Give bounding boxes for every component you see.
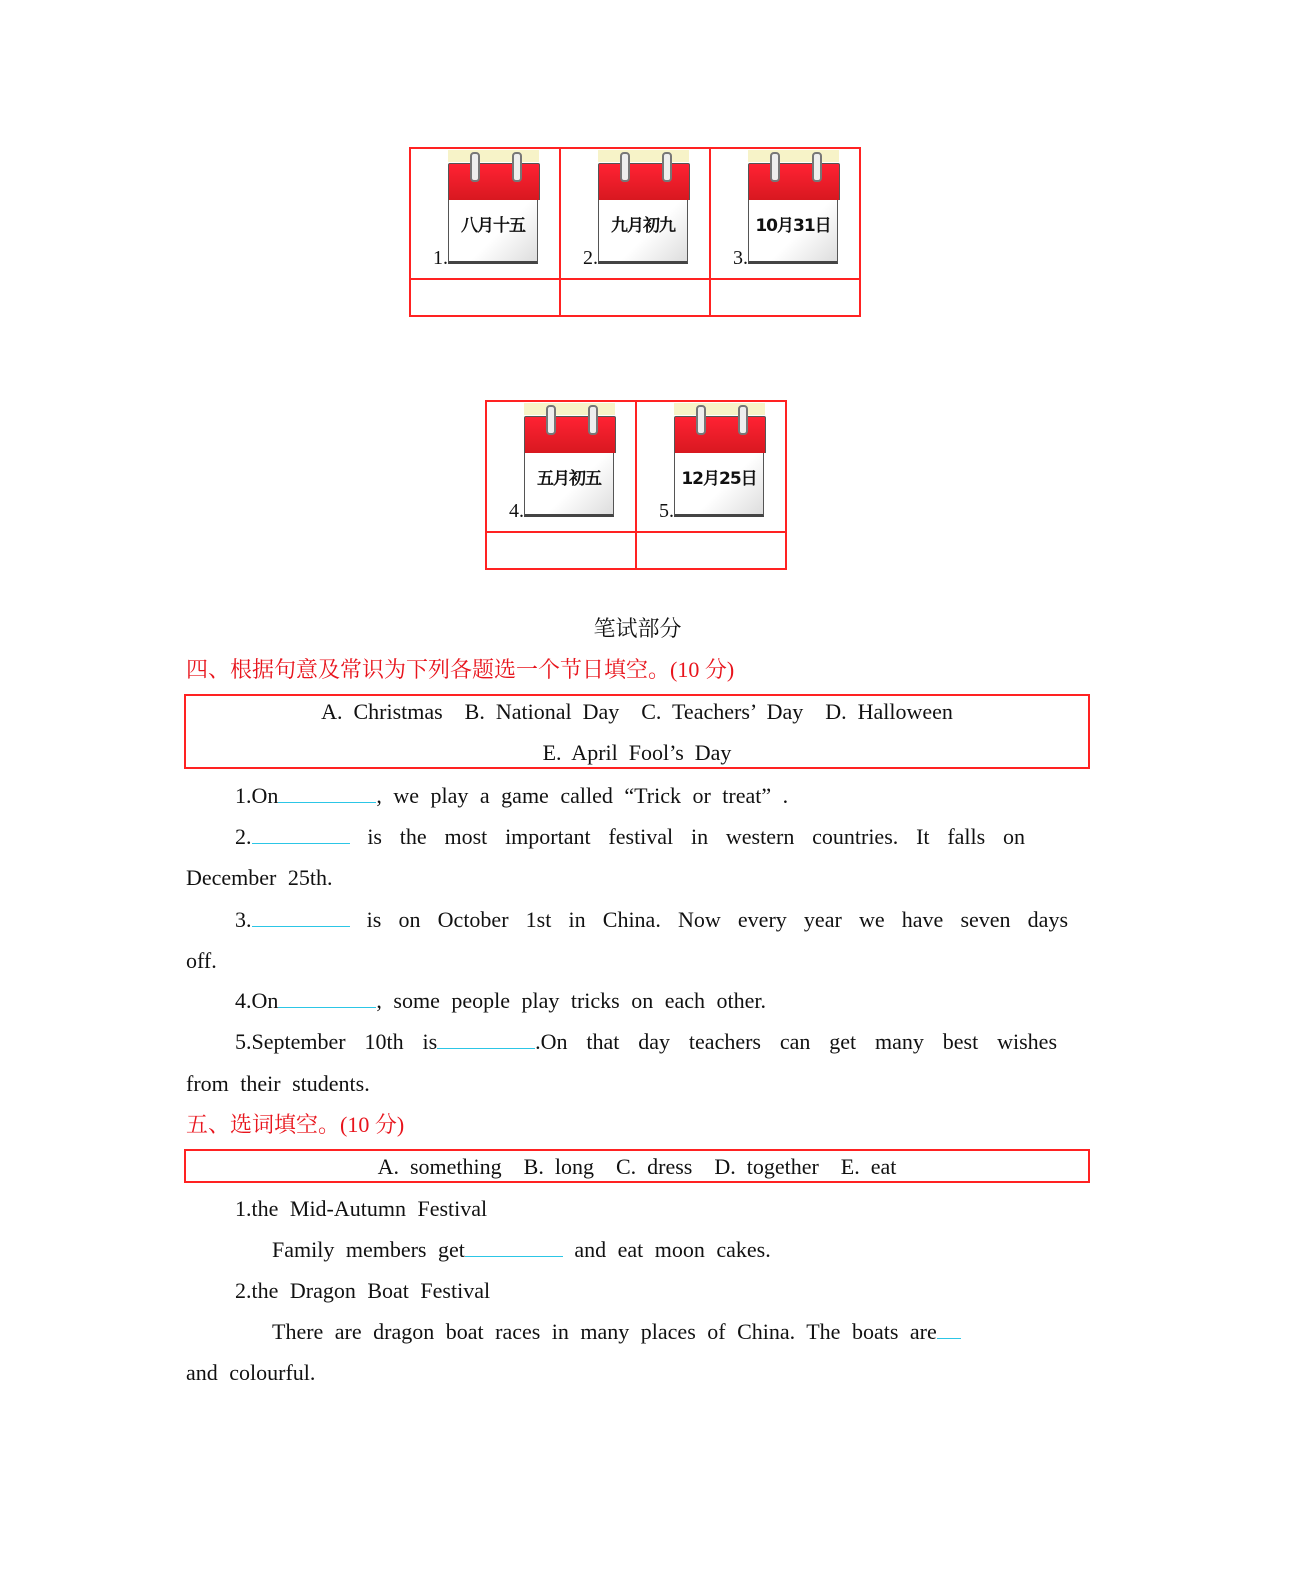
- text: , some people play tricks on each other.: [376, 988, 767, 1013]
- text: is on October 1st in China. Now every year we have seven days: [366, 907, 1069, 932]
- calendar-table-2: [485, 400, 787, 570]
- calendar-cell: [710, 148, 860, 279]
- answer-cell[interactable]: [560, 279, 710, 316]
- calendar-icon: [448, 150, 539, 265]
- item-number: 4.: [509, 500, 524, 522]
- calendar-date: 五月初五: [524, 453, 614, 517]
- answer-blank[interactable]: [465, 1236, 563, 1257]
- calendar-date: 八月十五: [448, 200, 538, 264]
- answer-cell[interactable]: [636, 532, 786, 569]
- part5-q2: [272, 1317, 961, 1347]
- text: 2.: [235, 824, 252, 849]
- part4-heading: 四、根据句意及常识为下列各题选一个节日填空。(10 分): [186, 657, 735, 682]
- calendar-cell: [486, 401, 636, 532]
- question-4-5-cont: from their students.: [186, 1071, 370, 1096]
- part4-options-line2: E. April Fool’s Day: [542, 740, 732, 765]
- calendar-icon: [674, 403, 765, 518]
- calendar-icon: [598, 150, 689, 265]
- question-4-2-cont: December 25th.: [186, 865, 333, 890]
- question-4-5: [235, 1027, 1057, 1057]
- calendar-date: 10月31日: [748, 200, 838, 264]
- part5-q2-cont: and colourful.: [186, 1360, 316, 1385]
- answer-blank[interactable]: [252, 906, 350, 927]
- text: and eat moon cakes.: [562, 1237, 771, 1262]
- calendar-cell: [560, 148, 710, 279]
- calendar-icon: [524, 403, 615, 518]
- item-number: 3.: [733, 247, 748, 269]
- answer-blank[interactable]: [278, 782, 376, 803]
- question-4-3: [235, 905, 1068, 935]
- question-4-3-cont: off.: [186, 948, 217, 973]
- question-4-1: [235, 781, 788, 811]
- part5-q1-title: 1.the Mid-Autumn Festival: [235, 1196, 488, 1221]
- text: There are dragon boat races in many places of China. The boats are: [272, 1319, 937, 1344]
- part5-options: A. something B. long C. dress D. together E. eat: [377, 1154, 897, 1179]
- calendar-cell: [636, 401, 786, 532]
- calendar-icon: [748, 150, 839, 265]
- text: 4.On: [235, 988, 279, 1013]
- question-4-2: [235, 822, 1025, 852]
- calendar-date: 12月25日: [674, 453, 764, 517]
- answer-cell[interactable]: [410, 279, 560, 316]
- text: Family members get: [272, 1237, 465, 1262]
- text: .On that day teachers can get many best wishes: [535, 1029, 1058, 1054]
- part5-q2-title: 2.the Dragon Boat Festival: [235, 1278, 491, 1303]
- text: , we play a game called “Trick or treat” .: [376, 783, 789, 808]
- question-4-4: [235, 986, 766, 1016]
- answer-blank[interactable]: [278, 987, 376, 1008]
- calendar-cell: [410, 148, 560, 279]
- answer-cell[interactable]: [486, 532, 636, 569]
- calendar-date: 九月初九: [598, 200, 688, 264]
- text: 3.: [235, 907, 252, 932]
- part5-heading: 五、选词填空。(10 分): [186, 1112, 405, 1137]
- item-number: 5.: [659, 500, 674, 522]
- section-title: 笔试部分: [593, 616, 682, 641]
- answer-blank[interactable]: [252, 823, 350, 844]
- calendar-table-1: [409, 147, 861, 317]
- part4-options-line1: A. Christmas B. National Day C. Teachers’ Day D. Halloween: [321, 699, 953, 724]
- text: is the most important festival in western countries. It falls on: [367, 824, 1025, 849]
- answer-blank[interactable]: [937, 1318, 961, 1339]
- text: 1.On: [235, 783, 279, 808]
- item-number: 2.: [583, 247, 598, 269]
- item-number: 1.: [433, 247, 448, 269]
- answer-blank[interactable]: [437, 1028, 535, 1049]
- text: 5.September 10th is: [235, 1029, 438, 1054]
- answer-cell[interactable]: [710, 279, 860, 316]
- part5-q1: [272, 1235, 771, 1265]
